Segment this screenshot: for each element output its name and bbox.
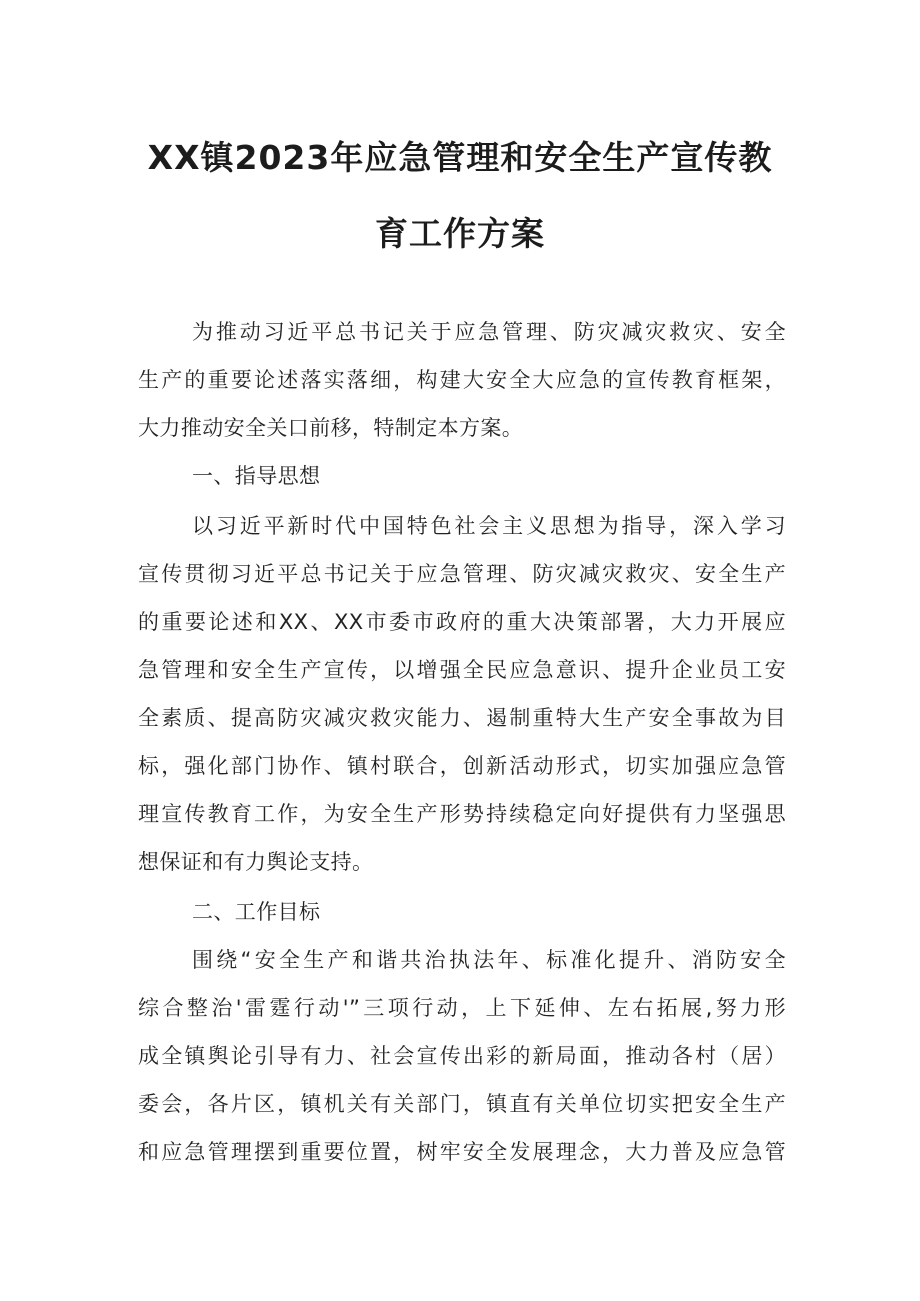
- guiding-ideology-paragraph-line: 的重要论述和XX、XX市委市政府的重大决策部署，大力开展应: [138, 610, 786, 634]
- guiding-ideology-paragraph-line: 想保证和有力舆论支持。: [138, 850, 374, 874]
- work-objectives-paragraph-line: 综合整治'雷霆行动'”三项行动，上下延伸、左右拓展,努力形: [138, 996, 786, 1020]
- work-objectives-paragraph-line: 委会，各片区，镇机关有关部门，镇直有关单位切实把安全生产: [138, 1092, 786, 1116]
- guiding-ideology-paragraph-line: 标，强化部门协作、镇村联合，创新活动形式，切实加强应急管: [138, 754, 786, 778]
- work-objectives-paragraph-line: 成全镇舆论引导有力、社会宣传出彩的新局面，推动各村（居）: [138, 1044, 786, 1068]
- work-objectives-paragraph-line: 和应急管理摆到重要位置，树牢安全发展理念，大力普及应急管: [138, 1140, 786, 1164]
- work-objectives-paragraph-line: 围绕“安全生产和谐共治执法年、标准化提升、消防安全: [192, 948, 786, 972]
- intro-paragraph-line: 大力推动安全关口前移，特制定本方案。: [138, 416, 524, 440]
- intro-paragraph-line: 为推动习近平总书记关于应急管理、防灾减灾救灾、安全: [192, 320, 786, 344]
- guiding-ideology-paragraph-line: 以习近平新时代中国特色社会主义思想为指导，深入学习: [192, 514, 786, 538]
- section-heading-work-objectives: 二、工作目标: [192, 900, 321, 924]
- document-title-line-1: XX镇2023年应急管理和安全生产宣传教: [147, 138, 773, 177]
- guiding-ideology-paragraph-line: 急管理和安全生产宣传，以增强全民应急意识、提升企业员工安: [138, 658, 786, 682]
- guiding-ideology-paragraph-line: 全素质、提高防灾减灾救灾能力、遏制重特大生产安全事故为目: [138, 706, 786, 730]
- section-heading-guiding-ideology: 一、指导思想: [192, 464, 321, 488]
- guiding-ideology-paragraph-line: 理宣传教育工作，为安全生产形势持续稳定向好提供有力坚强思: [138, 802, 786, 826]
- intro-paragraph-line: 生产的重要论述落实落细，构建大安全大应急的宣传教育框架，: [138, 368, 786, 392]
- guiding-ideology-paragraph-line: 宣传贯彻习近平总书记关于应急管理、防灾减灾救灾、安全生产: [138, 562, 786, 586]
- document-title-line-2: 育工作方案: [375, 214, 545, 253]
